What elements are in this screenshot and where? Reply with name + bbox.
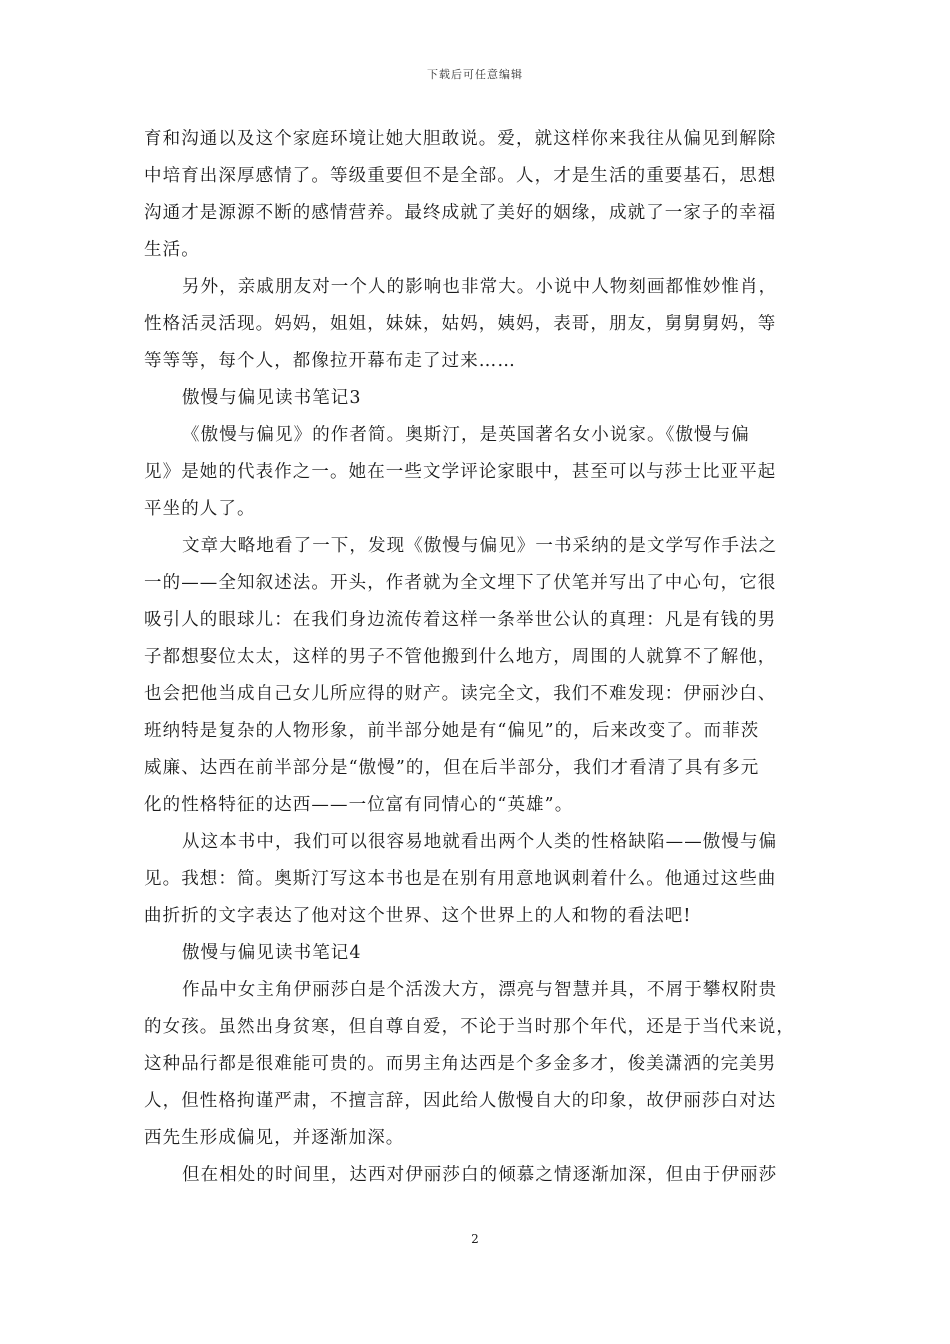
body-line: 生活。 (144, 240, 200, 260)
body-line: 沟通才是源源不断的感情营养。最终成就了美好的姻缘，成就了一家子的幸福 (144, 203, 777, 223)
paragraph-first-line: 但在相处的时间里，达西对伊丽莎白的倾慕之情逐渐加深，但由于伊丽莎 (182, 1165, 778, 1185)
page-header: 下载后可任意编辑 (427, 68, 523, 81)
body-line: 班纳特是复杂的人物形象，前半部分她是有“偏见”的，后来改变了。而菲茨 (144, 721, 760, 741)
body-line: 一的——全知叙述法。开头，作者就为全文埋下了伏笔并写出了中心句，它很 (144, 573, 777, 593)
paragraph-first-line: 从这本书中，我们可以很容易地就看出两个人类的性格缺陷——傲慢与偏 (182, 832, 778, 852)
body-line: 见》是她的代表作之一。她在一些文学评论家眼中，甚至可以与莎士比亚平起 (144, 462, 777, 482)
body-line: 曲折折的文字表达了他对这个世界、这个世界上的人和物的看法吧! (144, 906, 692, 926)
body-line: 中培育出深厚感情了。等级重要但不是全部。人，才是生活的重要基石，思想 (144, 166, 777, 186)
body-line: 育和沟通以及这个家庭环境让她大胆敢说。爱，就这样你来我往从偏见到解除 (144, 129, 777, 149)
body-line: 见。我想：简。奥斯汀写这本书也是在别有用意地讽刺着什么。他通过这些曲 (144, 869, 777, 889)
section-heading: 傲慢与偏见读书笔记3 (182, 388, 362, 408)
body-line: 子都想娶位太太，这样的男子不管他搬到什么地方，周围的人就算不了解他， (144, 647, 777, 667)
body-line: 威廉、达西在前半部分是“傲慢”的，但在后半部分，我们才看清了具有多元 (144, 758, 760, 778)
paragraph-first-line: 文章大略地看了一下，发现《傲慢与偏见》一书采纳的是文学写作手法之 (182, 536, 778, 556)
body-line: 人，但性格拘谨严肃，不擅言辞，因此给人傲慢自大的印象，故伊丽莎白对达 (144, 1091, 777, 1111)
section-heading: 傲慢与偏见读书笔记4 (182, 943, 362, 963)
paragraph-first-line: 另外，亲戚朋友对一个人的影响也非常大。小说中人物刻画都惟妙惟肖， (182, 277, 778, 297)
body-line: 也会把他当成自己女儿所应得的财产。读完全文，我们不难发现：伊丽沙白、 (144, 684, 777, 704)
body-line: 平坐的人了。 (144, 499, 256, 519)
body-line: 西先生形成偏见，并逐渐加深。 (144, 1128, 405, 1148)
body-line: 的女孩。虽然出身贫寒，但自尊自爱，不论于当时那个年代，还是于当代来说， (144, 1017, 795, 1037)
body-line: 等等等，每个人，都像拉开幕布走了过来…… (144, 351, 516, 371)
paragraph-first-line: 作品中女主角伊丽莎白是个活泼大方，漂亮与智慧并具，不屑于攀权附贵 (182, 980, 778, 1000)
body-line: 这种品行都是很难能可贵的。而男主角达西是个多金多才，俊美潇洒的完美男 (144, 1054, 777, 1074)
page-number: 2 (471, 1232, 479, 1246)
body-line: 吸引人的眼球儿：在我们身边流传着这样一条举世公认的真理：凡是有钱的男 (144, 610, 777, 630)
document-body (144, 121, 808, 1194)
body-line: 性格活灵活现。妈妈，姐姐，妹妹，姑妈，姨妈，表哥，朋友，舅舅舅妈，等 (144, 314, 777, 334)
body-line: 化的性格特征的达西——一位富有同情心的“英雄”。 (144, 795, 574, 815)
paragraph-first-line: 《傲慢与偏见》的作者简。奥斯汀，是英国著名女小说家。《傲慢与偏 (182, 425, 750, 445)
